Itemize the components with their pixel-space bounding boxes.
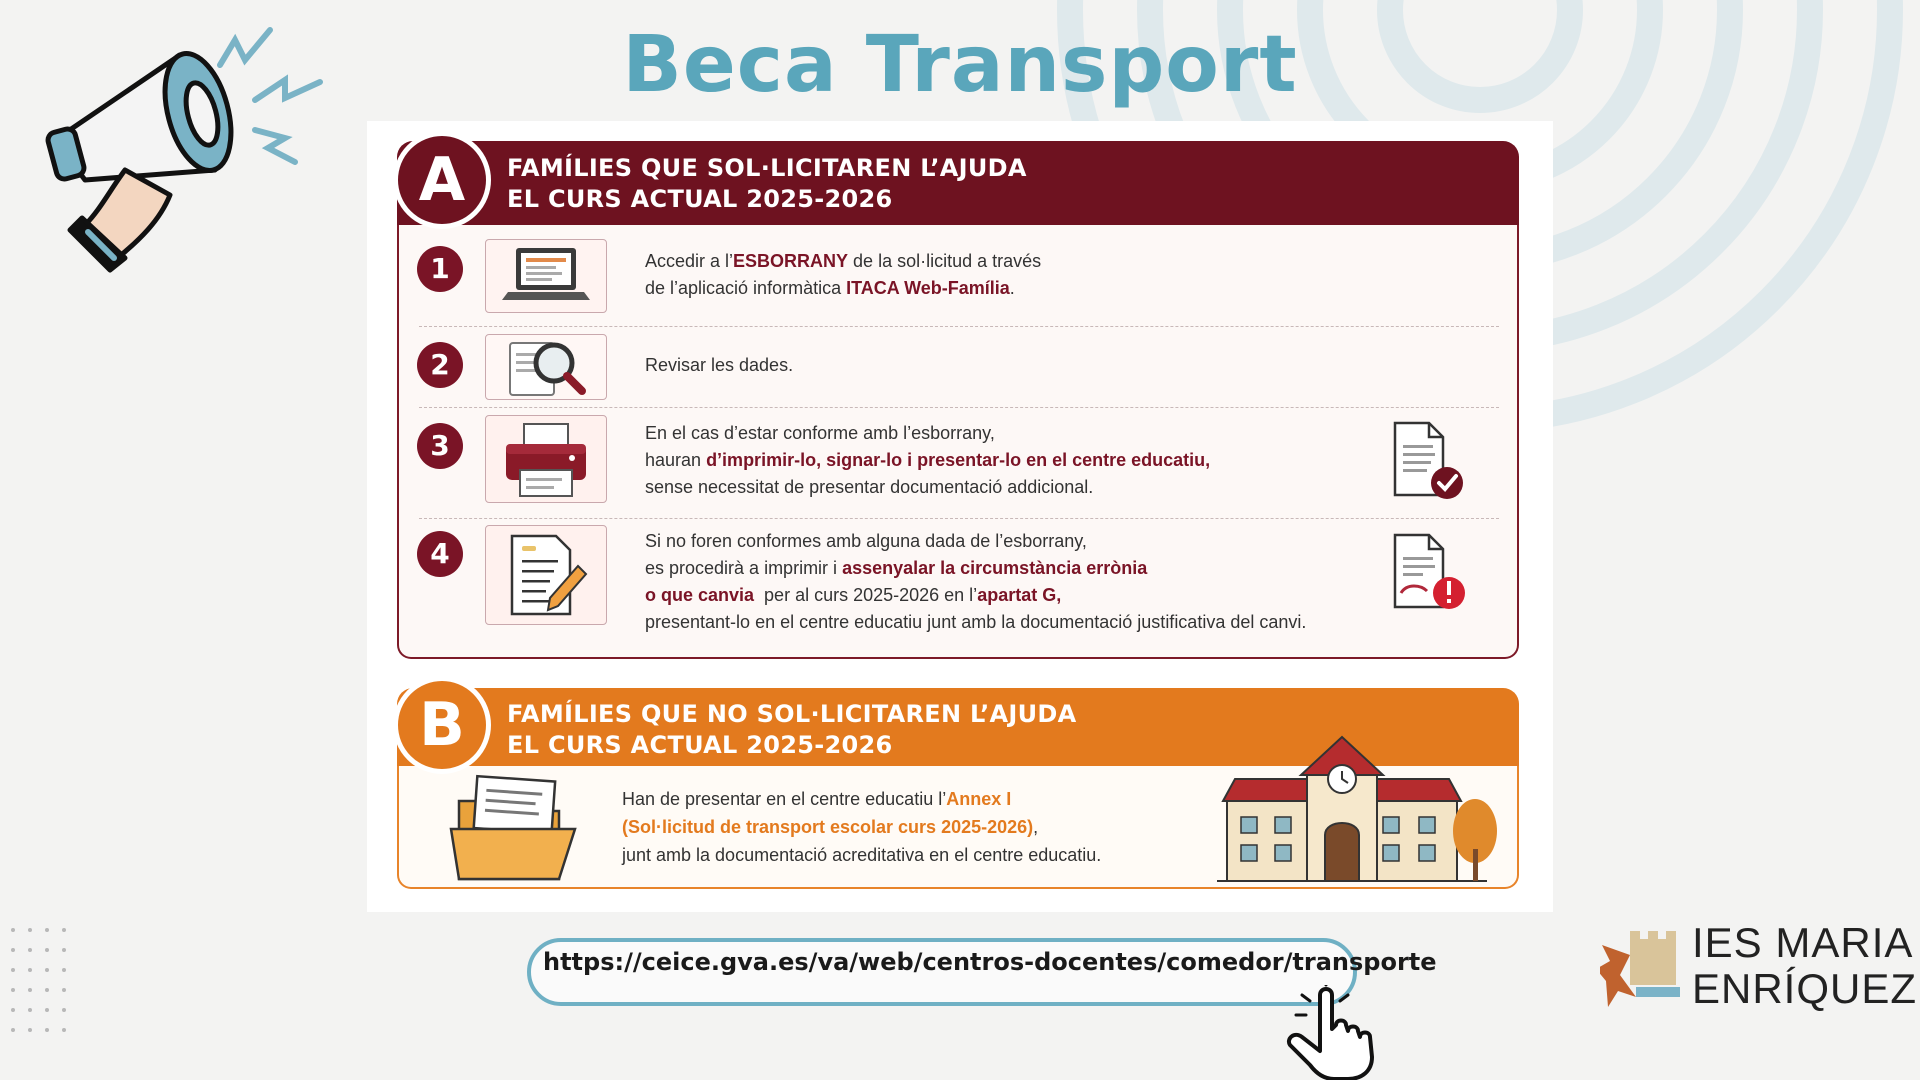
section-b-title-line1: FAMÍLIES QUE NO SOL·LICITAREN L’AJUDA <box>507 700 1077 728</box>
section-b-text <box>622 785 1101 869</box>
document-pencil-icon <box>485 525 607 625</box>
step-4-line: Si no foren conformes amb alguna dada de l’esborrany, <box>645 531 1087 551</box>
step-2-number: 2 <box>417 342 463 388</box>
separator <box>419 518 1499 519</box>
folder-icon <box>447 771 587 886</box>
step-3-line: En el cas d’estar conforme amb l’esborrany, <box>645 423 995 443</box>
highlight-text: ITACA Web-Família <box>846 278 1010 298</box>
logo-line2: ENRÍQUEZ <box>1692 965 1918 1012</box>
hand-pointer-icon <box>1280 985 1405 1080</box>
highlight-text: d’imprimir-lo, signar-lo i presentar-lo en el centre educatiu, <box>706 450 1211 470</box>
highlight-text: apartat G, <box>977 585 1062 605</box>
section-b-title <box>507 699 1077 761</box>
section-b-line: Han de presentar en el centre educatiu l’Annex I <box>622 789 1012 809</box>
step-4-text <box>645 528 1306 636</box>
section-b-line: (Sol·licitud de transport escolar curs 2025-2026), <box>622 817 1039 837</box>
step-3-line: sense necessitat de presentar documentació addicional. <box>645 477 1094 497</box>
magnifier-document-icon <box>485 334 607 400</box>
school-building-icon <box>1217 731 1507 891</box>
step-4-line: presentant-lo en el centre educatiu junt amb la documentació justificativa del canvi. <box>645 612 1307 632</box>
step-4-line: o que canvia per al curs 2025-2026 en l’apartat G, <box>645 585 1062 605</box>
highlight-text: (Sol·licitud de transport escolar curs 2025-2026) <box>622 817 1034 837</box>
dot-grid-decoration <box>8 925 78 1055</box>
section-a-title <box>507 153 1027 215</box>
section-b-letter: B <box>393 676 491 774</box>
page-title: Beca Transport <box>622 20 1298 110</box>
info-card <box>367 121 1553 912</box>
step-1-text <box>645 248 1041 302</box>
step-1-line: de l’aplicació informàtica ITACA Web-Família. <box>645 278 1015 298</box>
step-3-number: 3 <box>417 423 463 469</box>
section-a-title-line1: FAMÍLIES QUE SOL·LICITAREN L’AJUDA <box>507 154 1027 182</box>
step-1-number: 1 <box>417 246 463 292</box>
megaphone-icon <box>30 20 330 280</box>
document-check-icon <box>1387 419 1467 503</box>
highlight-text: o que canvia <box>645 585 755 605</box>
highlight-text: Annex I <box>946 789 1012 809</box>
section-b-title-line2: EL CURS ACTUAL 2025-2026 <box>507 731 893 759</box>
logo-line1: IES MARIA <box>1692 919 1914 966</box>
url-link[interactable]: https://ceice.gva.es/va/web/centros-docentes/comedor/transporte <box>543 948 1437 976</box>
highlight-text: ESBORRANY <box>733 251 849 271</box>
school-logo-text <box>1692 920 1917 1012</box>
step-2-line: Revisar les dades. <box>645 355 794 375</box>
section-a-letter: A <box>393 131 491 229</box>
highlight-text: assenyalar la circumstància errònia <box>842 558 1148 578</box>
laptop-icon <box>485 239 607 313</box>
step-3-text <box>645 420 1210 501</box>
separator <box>419 407 1499 408</box>
separator <box>419 326 1499 327</box>
document-alert-icon <box>1387 531 1467 615</box>
section-a-title-line2: EL CURS ACTUAL 2025-2026 <box>507 185 893 213</box>
castle-logo-icon <box>1600 925 1695 1010</box>
section-b-line: junt amb la documentació acreditativa en el centre educatiu. <box>622 845 1102 865</box>
step-4-number: 4 <box>417 531 463 577</box>
printer-icon <box>485 415 607 503</box>
step-4-line: es procedirà a imprimir i assenyalar la circumstància errònia <box>645 558 1148 578</box>
step-3-line: hauran d’imprimir-lo, signar-lo i presentar-lo en el centre educatiu, <box>645 450 1211 470</box>
step-2-text <box>645 352 793 379</box>
step-1-line: Accedir a l’ESBORRANY de la sol·licitud a través <box>645 251 1042 271</box>
